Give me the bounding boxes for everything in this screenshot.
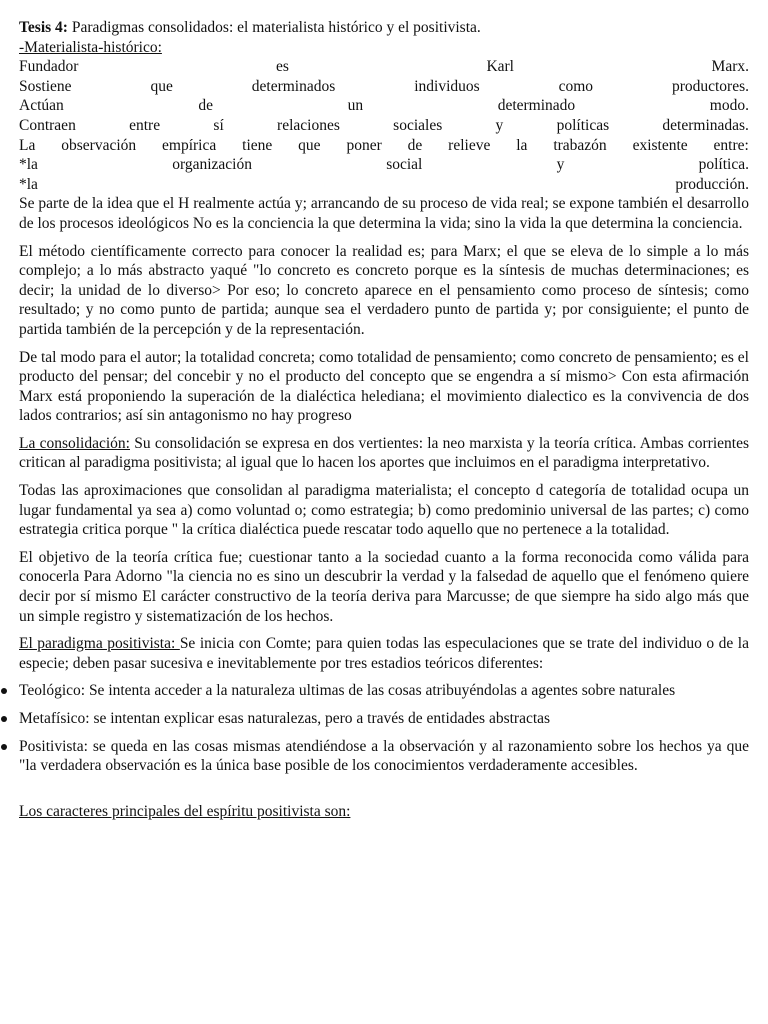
spread-word: Marx. xyxy=(711,58,749,76)
heading-label: Tesis 4: xyxy=(19,19,68,36)
stages-list xyxy=(19,681,749,775)
paragraph-totalidad: De tal modo para el autor; la totalidad concreta; como totalidad de pensamiento; como concreto de pensamiento; es el producto del pensar; del concebir y no el producto del concepto que se engendra a sí mismo> Con esta afirmación Marx está proponiendo la superación de la dialéctica helediana; el movimiento dialectico es la convivencia de dos lados contrarios; así sin antagonismo no hay progreso xyxy=(19,348,749,425)
spread-word: organización xyxy=(172,156,252,174)
spread-word: sociales xyxy=(393,116,443,134)
spread-word: como xyxy=(558,77,594,95)
spread-word: social xyxy=(386,156,423,174)
spread-word: la xyxy=(516,136,528,154)
spread-word: entre: xyxy=(713,136,749,154)
spread-word: de xyxy=(407,136,423,154)
spread-word: relieve xyxy=(448,136,491,154)
paragraph-aproximaciones: Todas las aproximaciones que consolidan al paradigma materialista; el concepto d categoría de totalidad ocupa un lugar fundamental ya sea a) como voluntad o; como estrategia; b) como predominio universal de las partes; c) como estrategia critica porque " la crítica dialéctica puede rescatar todo aquello que no pertenece a la totalidad. xyxy=(19,482,749,539)
spread-word: modo. xyxy=(709,97,749,115)
positivista-text: Se inicia con Comte; para quien todas las especulaciones que se trate del individuo o de la especie; deben pasar sucesiva e inevitablemente por tres estadios teóricos diferentes: xyxy=(19,635,749,672)
closing-heading: Los caracteres principales del espíritu positivista son: xyxy=(19,802,351,820)
spread-word: políticas xyxy=(556,116,610,134)
spread-line xyxy=(19,136,749,156)
spread-word: *la xyxy=(19,175,38,193)
spread-word: productores. xyxy=(671,77,749,95)
consolidacion-text: Su consolidación se expresa en dos vertientes: la neo marxista y la teoría crítica. Ambas corrientes critican al paradigma positivista; al igual que lo hacen los aportes que incluimos en el paradigma interpretativo. xyxy=(19,434,750,472)
spread-line xyxy=(19,116,749,136)
spread-word: un xyxy=(347,97,364,115)
spread-word: empírica xyxy=(162,136,217,154)
spread-word: observación xyxy=(61,136,137,154)
spread-word: poner xyxy=(346,136,382,154)
document-heading xyxy=(19,18,749,38)
spread-word: entre xyxy=(129,116,161,134)
paragraph-teoria-critica: El objetivo de la teoría crítica fue; cuestionar tanto a la sociedad cuanto a la forma reconocida como válida para conocerla Para Adorno "la ciencia no es sino un descubrir la verdad y la falsedad de aquello que el fenómeno quiere decir por sí mismo El carácter constructivo de la teoría deriva para Marcusse; de que siempre ha sido algo más que un simple registro y sistematización de los hechos. xyxy=(19,548,749,625)
paragraph-consolidacion xyxy=(19,434,749,473)
spread-word: política. xyxy=(698,156,749,174)
spread-word: tiene xyxy=(242,136,273,154)
spread-line xyxy=(19,155,749,175)
spread-word: individuos xyxy=(414,77,480,95)
section-subheading: -Materialista-histórico: xyxy=(19,38,162,56)
spread-line xyxy=(19,77,749,97)
spread-word: producción. xyxy=(675,175,749,193)
spread-word: determinados xyxy=(251,77,336,95)
paragraph-positivista xyxy=(19,634,749,673)
spread-word: relaciones xyxy=(277,116,340,134)
spread-word: *la xyxy=(19,156,38,174)
spread-word: determinadas. xyxy=(662,116,749,134)
paragraph-metodo: El método científicamente correcto para conocer la realidad es; para Marx; el que se eleva de lo simple a lo más complejo; a lo más abstracto yaqué "lo concreto es concreto porque es la síntesis de muchas determinaciones; es decir; la unidad de lo diverso> Por eso; lo concreto aparece en el pensamiento como proceso de síntesis; como resultado; y no como punto de partida; aunque sea el verdadero punto de partida y; por consiguiente; el punto de partida también de la percepción y de la representación. xyxy=(19,242,749,338)
spread-word: que xyxy=(150,77,173,95)
spread-word: trabazón xyxy=(553,136,607,154)
positivista-label: El paradigma positivista: xyxy=(19,635,180,653)
spread-word: Actúan xyxy=(19,97,64,115)
spread-line xyxy=(19,96,749,116)
document-page xyxy=(19,18,749,821)
list-item: Positivista: se queda en las cosas mismas atendiéndose a la observación y al razonamiento sobre los hechos ya que "la verdadera observación es la única base posible de los conocimientos verdaderamente accesibles. xyxy=(19,737,749,775)
spread-word: determinado xyxy=(497,97,576,115)
spread-word: y xyxy=(556,156,565,174)
spread-word: La xyxy=(19,136,36,154)
spread-word: sí xyxy=(213,116,224,134)
spread-word: Sostiene xyxy=(19,77,72,95)
spread-word: Fundador xyxy=(19,58,79,76)
paragraph-vida-real: Se parte de la idea que el H realmente actúa y; arrancando de su proceso de vida real; se expone también el desarrollo de los procesos ideológicos No es la conciencia la que determina la vida; sino la vida la que determina la conciencia. xyxy=(19,195,749,232)
spread-word: y xyxy=(495,116,504,134)
spread-line xyxy=(19,175,749,195)
spread-word: es xyxy=(275,58,289,76)
heading-text: Paradigmas consolidados: el materialista histórico y el positivista. xyxy=(67,19,481,36)
list-item: Metafísico: se intentan explicar esas naturalezas, pero a través de entidades abstractas xyxy=(19,709,749,729)
spread-word: Karl xyxy=(486,58,514,76)
consolidacion-label: La consolidación: xyxy=(19,434,130,452)
list-item: Teológico: Se intenta acceder a la naturaleza ultimas de las cosas atribuyéndolas a agentes sobre naturales xyxy=(19,681,749,701)
spread-word: existente xyxy=(632,136,688,154)
spread-line xyxy=(19,57,749,77)
spread-word: de xyxy=(198,97,213,115)
spread-word: que xyxy=(298,136,321,154)
spread-word: Contraen xyxy=(19,116,76,134)
